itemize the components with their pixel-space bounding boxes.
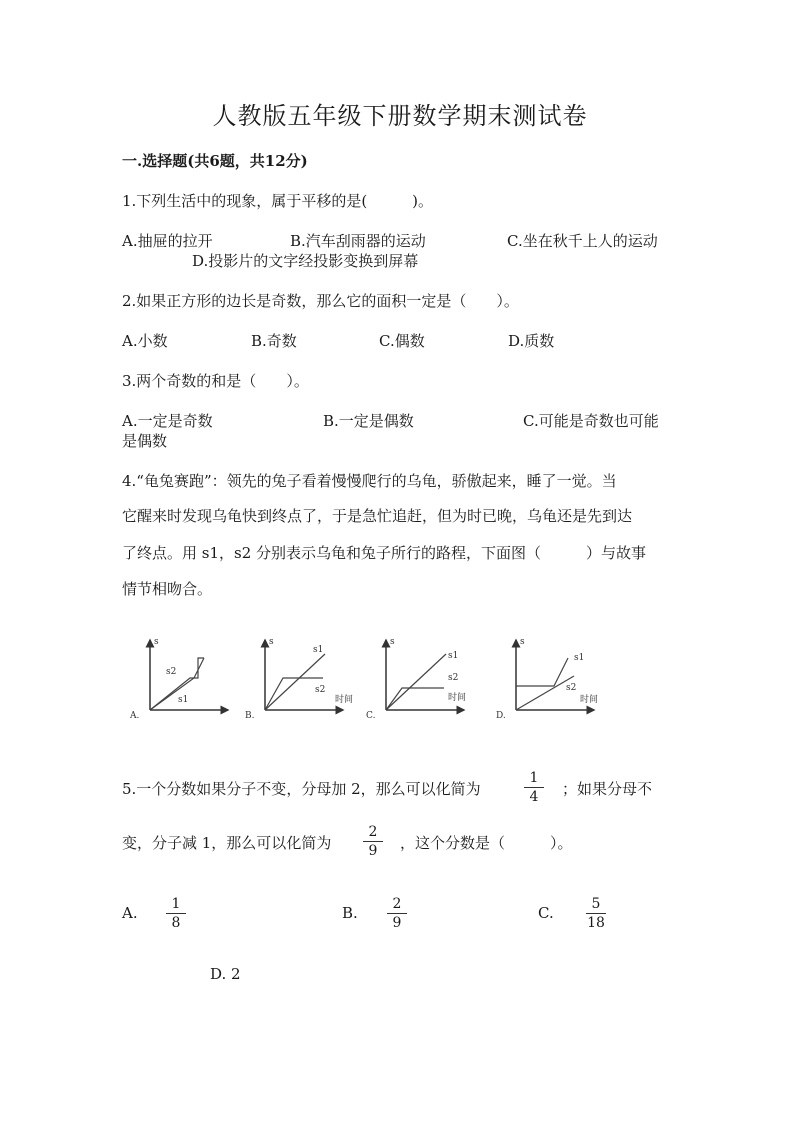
- graph-c-label: C.: [366, 711, 376, 721]
- question-3-option-c[interactable]: C.可能是奇数也可能: [523, 412, 659, 430]
- graph-b[interactable]: [245, 637, 353, 721]
- option-b-numerator: 2: [392, 896, 402, 912]
- graph-c[interactable]: [366, 637, 466, 721]
- fraction-1-numerator: 1: [529, 770, 539, 786]
- question-1-option-c[interactable]: C.坐在秋千上人的运动: [507, 232, 658, 250]
- graph-b-s2: s2: [315, 685, 326, 695]
- graph-d-s1: s1: [574, 653, 585, 663]
- question-2-option-b[interactable]: B.奇数: [251, 332, 297, 350]
- question-5-option-b-fraction[interactable]: [385, 896, 409, 931]
- question-2-option-d[interactable]: D.质数: [508, 332, 555, 350]
- question-5-line-2b: ，这个分数是（ ）。: [400, 834, 573, 852]
- question-4-line-3: 了终点。用 s1，s2 分别表示乌龟和兔子所行的路程，下面图（ ）与故事: [122, 544, 647, 562]
- graph-c-x-axis: 时间: [448, 693, 467, 703]
- graph-b-x-axis: 时间: [335, 695, 354, 705]
- question-1-option-b[interactable]: B.汽车刮雨器的运动: [290, 232, 426, 250]
- fraction-2-denominator: 9: [368, 843, 378, 859]
- section-heading: 一.选择题(共6题，共12分): [122, 152, 308, 170]
- question-5-option-a-fraction[interactable]: [164, 896, 188, 931]
- question-5-fraction-2: [361, 824, 385, 859]
- question-5-option-a-label[interactable]: A.: [122, 904, 138, 922]
- graph-a-y-axis: s: [154, 637, 159, 647]
- graph-a-s1: s1: [178, 695, 189, 705]
- graph-d-label: D.: [496, 711, 506, 721]
- page-title: 人教版五年级下册数学期末测试卷: [212, 102, 588, 130]
- question-4-line-1: 4.“龟兔赛跑”：领先的兔子看着慢慢爬行的乌龟，骄傲起来，睡了一觉。当: [122, 472, 617, 490]
- question-1-option-a[interactable]: A.抽屉的拉开: [122, 232, 213, 250]
- question-5-line-1b: ；如果分母不: [562, 780, 653, 798]
- graph-b-label: B.: [245, 711, 255, 721]
- graph-a[interactable]: [129, 637, 228, 721]
- question-1-stem: 1.下列生活中的现象，属于平移的是( )。: [122, 192, 434, 210]
- question-5-option-c-fraction[interactable]: [584, 896, 608, 931]
- option-c-denominator: 18: [587, 915, 605, 931]
- question-3-option-b[interactable]: B.一定是偶数: [323, 412, 414, 430]
- option-a-numerator: 1: [171, 896, 181, 912]
- question-5-line-2a: 变，分子减 1，那么可以化简为: [122, 834, 332, 852]
- graph-c-s2: s2: [448, 673, 459, 683]
- question-3-option-c-continued: 是偶数: [122, 432, 168, 450]
- question-4-graphs: [128, 630, 688, 725]
- question-5-option-b-label[interactable]: B.: [342, 904, 358, 922]
- graph-d-y-axis: s: [520, 637, 525, 647]
- question-2-option-a[interactable]: A.小数: [122, 332, 168, 350]
- graph-c-y-axis: s: [390, 637, 395, 647]
- graph-d-s2: s2: [566, 683, 577, 693]
- question-5-option-c-label[interactable]: C.: [538, 904, 554, 922]
- fraction-1-denominator: 4: [529, 789, 539, 805]
- graph-b-y-axis: s: [269, 637, 274, 647]
- question-5-fraction-1: [522, 770, 546, 805]
- question-5-option-d[interactable]: D. 2: [210, 965, 241, 983]
- option-b-denominator: 9: [392, 915, 402, 931]
- option-c-numerator: 5: [591, 896, 601, 912]
- graph-d-x-axis: 时间: [580, 695, 599, 705]
- graph-a-label: A.: [130, 711, 140, 721]
- graph-d[interactable]: [496, 637, 598, 721]
- question-3-option-a[interactable]: A.一定是奇数: [122, 412, 213, 430]
- question-4-line-4: 情节相吻合。: [122, 580, 213, 598]
- question-3-stem: 3.两个奇数的和是（ ）。: [122, 372, 309, 390]
- question-2-option-c[interactable]: C.偶数: [379, 332, 425, 350]
- graph-c-s1: s1: [448, 651, 459, 661]
- question-1-option-d[interactable]: D.投影片的文字经投影变换到屏幕: [192, 252, 419, 270]
- question-4-line-2: 它醒来时发现乌龟快到终点了，于是急忙追赶，但为时已晚，乌龟还是先到达: [122, 507, 633, 525]
- question-5-line-1a: 5.一个分数如果分子不变，分母加 2，那么可以化简为: [122, 780, 481, 798]
- fraction-2-numerator: 2: [368, 824, 378, 840]
- option-a-denominator: 8: [171, 915, 181, 931]
- question-2-stem: 2.如果正方形的边长是奇数，那么它的面积一定是（ ）。: [122, 292, 519, 310]
- graph-a-s2: s2: [166, 667, 177, 677]
- graph-b-s1: s1: [313, 645, 324, 655]
